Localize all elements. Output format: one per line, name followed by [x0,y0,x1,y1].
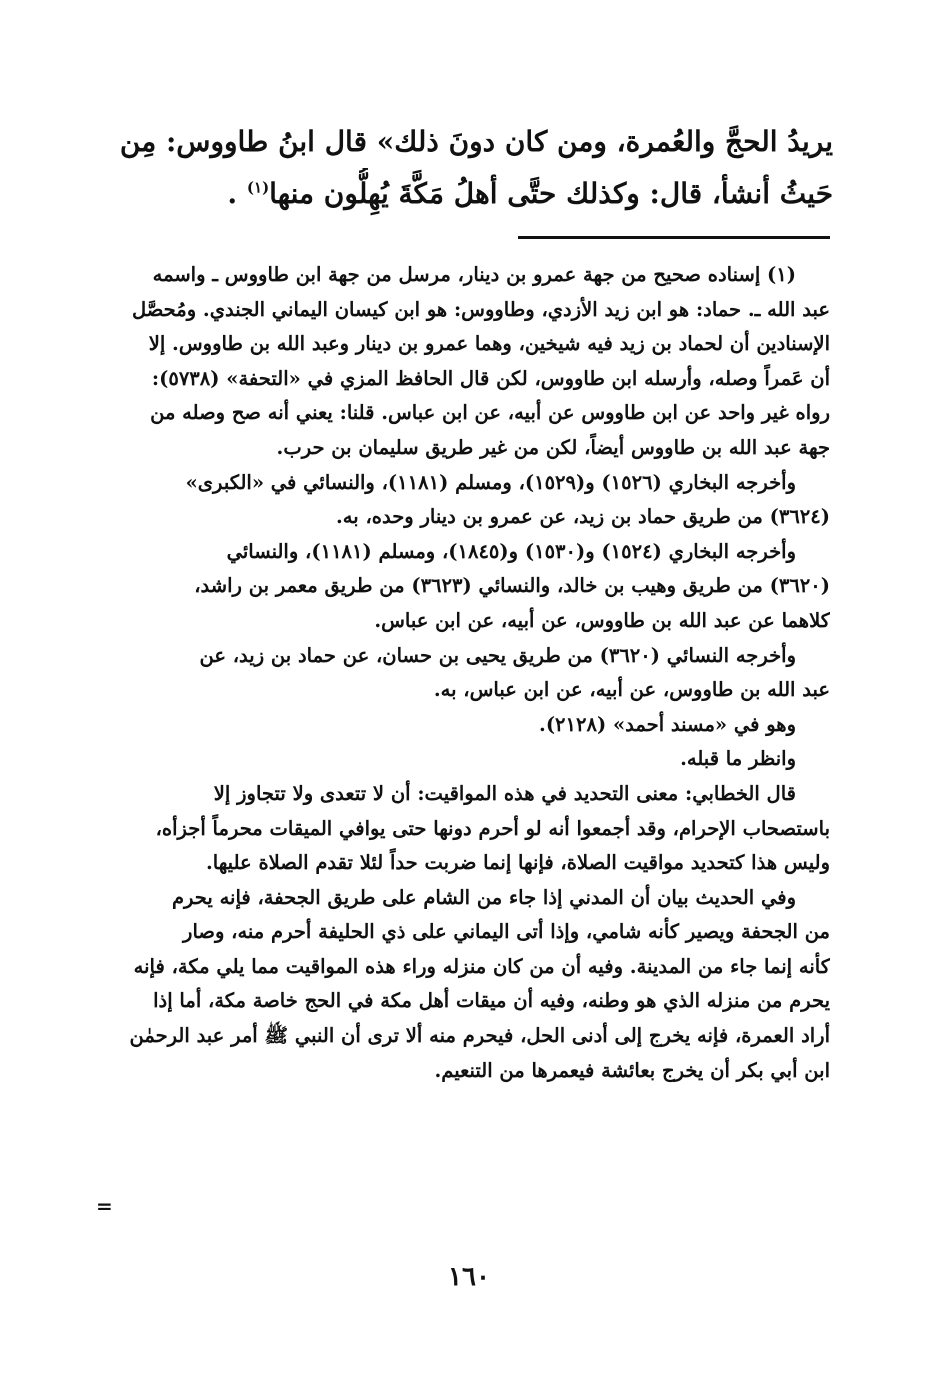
footnote-line: أراد العمرة، فإنه يخرج إلى أدنى الحل، فيحرم منه ألا ترى أن النبي ﷺ أمر عبد الرحمٰن [129,1024,830,1048]
footnote-line: ابن أبي بكر أن يخرج بعائشة فيعمرها من التنعيم. [434,1058,830,1082]
main-text-line: حَيثُ أنشأ، قال: وكذلك حتَّى أهلُ مَكَّةَ يُهِلُّون منها [269,177,833,210]
footnote-line: عبد الله بن طاووس، عن أبيه، عن ابن عباس، به. [433,678,830,702]
footnote-line: الإسنادين أن لحماد بن زيد فيه شيخين، وهما عمرو بن دينار وعبد الله بن طاووس. إلا [148,332,830,356]
footnote-line: رواه غير واحد عن ابن طاووس عن أبيه، عن ابن عباس. قلنا: يعني أنه صح وصله من [150,401,830,425]
main-text [105,116,833,220]
footnote-line: كأنه إنما جاء من المدينة. وفيه أن من كان منزله وراء هذه المواقيت مما يلي مكة، فإنه [133,954,830,978]
footnote-line: باستصحاب الإحرام، وقد أجمعوا أنه لو أحرم دونها حتى يوافي الميقات محرماً أجزأه، [155,816,830,840]
footnote-line: من الجحفة ويصير كأنه شامي، وإذا أتى اليماني على ذي الحليفة أحرم منه، وصار [183,920,830,944]
footnote-line: وليس هذا كتحديد مواقيت الصلاة، فإنها إنما ضربت حداً لئلا تقدم الصلاة عليها. [205,851,830,875]
footnote-line: عبد الله ـ. حماد: هو ابن زيد الأزدي، وطاووس: هو ابن كيسان اليماني الجندي. ومُحصَّل [131,297,830,321]
footnote-reference: (١) [246,178,270,197]
continuation-mark: = [96,1194,113,1218]
footnote-line: أن عَمراً وصله، وأرسله ابن طاووس، لكن قال الحافظ المزي في «التحفة» (٥٧٣٨): [151,366,830,390]
footnote-line: وهو في «مسند أحمد» (٢١٢٨). [539,712,796,736]
main-text-end-punctuation: . [227,177,238,210]
footnote-line: قال الخطابي: معنى التحديد في هذه المواقيت: أن لا تتعدى ولا تتجاوز إلا [213,781,796,805]
footnote-line: (٣٦٢٠) من طريق وهيب بن خالد، والنسائي (٣٦٢٣) من طريق معمر بن راشد، [194,574,830,598]
main-text-line-last [105,168,833,220]
main-text-line: يريدُ الحجَّ والعُمرة، ومن كان دونَ ذلك» قال ابنُ طاووس: مِن [119,125,833,158]
footnote-line: يحرم من منزله الذي هو وطنه، وفيه أن ميقات أهل مكة في الحج خاصة مكة، أما إذا [153,989,830,1013]
footnote-line: وأخرجه البخاري (١٥٢٤) و(١٥٣٠) و(١٨٤٥)، ومسلم (١١٨١)، والنسائي [226,539,796,563]
footnote-line: وانظر ما قبله. [680,747,796,771]
page-number: ١٦٠ [448,1262,490,1292]
footnote-line: وأخرجه البخاري (١٥٢٦) و(١٥٢٩)، ومسلم (١١٨١)، والنسائي في «الكبرى» [185,470,796,494]
footnote-line: وفي الحديث بيان أن المدني إذا جاء من الشام على طريق الجحفة، فإنه يحرم [171,885,796,909]
footnote-line: وأخرجه النسائي (٣٦٢٠) من طريق يحيى بن حسان، عن حماد بن زيد، عن [199,643,796,667]
footnote-line: جهة عبد الله بن طاووس أيضاً، لكن من غير طريق سليمان بن حرب. [276,435,830,459]
footnote-line: (١) إسناده صحيح من جهة عمرو بن دينار، مرسل من جهة ابن طاووس ـ واسمه [152,263,796,286]
footnotes [114,258,830,1088]
footnote-line: كلاهما عن عبد الله بن طاووس، عن أبيه، عن ابن عباس. [374,608,830,632]
footnote-line: (٣٦٢٤) من طريق حماد بن زيد، عن عمرو بن دينار وحده، به. [336,505,830,529]
footnote-divider [518,236,830,239]
